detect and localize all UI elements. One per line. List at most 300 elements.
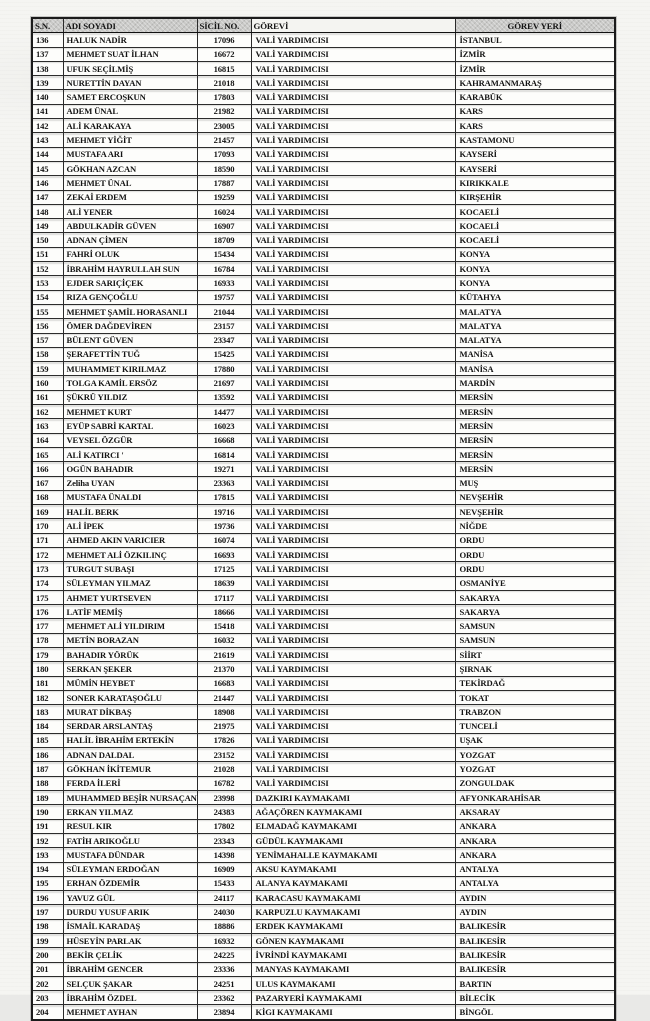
table-row <box>32 819 615 833</box>
table-row <box>32 733 615 747</box>
sicil-cell: 24383 <box>197 805 251 819</box>
sicil-cell: 18590 <box>197 161 251 175</box>
place-cell: TEKİRDAĞ <box>455 676 615 690</box>
table-row <box>32 405 615 419</box>
sn-cell: 179 <box>32 648 63 662</box>
duty-cell: VALİ YARDIMCISI <box>251 562 455 576</box>
sicil-cell: 24117 <box>197 891 251 905</box>
sn-cell: 163 <box>32 419 63 433</box>
duty-cell: VALİ YARDIMCISI <box>251 219 455 233</box>
sicil-cell: 16032 <box>197 633 251 647</box>
table-row <box>32 447 615 461</box>
table-row <box>32 633 615 647</box>
table-row <box>32 161 615 175</box>
name-cell: ALİ İPEK <box>63 519 197 533</box>
duty-cell: VALİ YARDIMCISI <box>251 590 455 604</box>
name-cell: FAHRİ OLUK <box>63 247 197 261</box>
sicil-cell: 21044 <box>197 304 251 318</box>
name-cell: TURGUT SUBAŞI <box>63 562 197 576</box>
name-cell: MEHMET YİĞİT <box>63 133 197 147</box>
sicil-cell: 16693 <box>197 547 251 561</box>
sicil-cell: 23998 <box>197 791 251 805</box>
place-cell: KAHRAMANMARAŞ <box>455 76 615 90</box>
place-cell: KARS <box>455 119 615 133</box>
sicil-cell: 23894 <box>197 1005 251 1020</box>
name-cell: RESUL KIR <box>63 819 197 833</box>
duty-cell: VALİ YARDIMCISI <box>251 362 455 376</box>
table-row <box>32 76 615 90</box>
sicil-cell: 19716 <box>197 505 251 519</box>
name-cell: TOLGA KAMİL ERSÖZ <box>63 376 197 390</box>
sicil-cell: 17093 <box>197 147 251 161</box>
name-cell: METİN BORAZAN <box>63 633 197 647</box>
place-cell: OSMANİYE <box>455 576 615 590</box>
table-row <box>32 1005 615 1020</box>
duty-cell: VALİ YARDIMCISI <box>251 33 455 47</box>
table-row <box>32 247 615 261</box>
sicil-cell: 21619 <box>197 648 251 662</box>
place-cell: UŞAK <box>455 733 615 747</box>
name-cell: ADNAN DALDAL <box>63 748 197 762</box>
sn-cell: 154 <box>32 290 63 304</box>
sn-cell: 144 <box>32 147 63 161</box>
sicil-cell: 17880 <box>197 362 251 376</box>
table-row <box>32 791 615 805</box>
name-cell: MEHMET ALİ ÖZKILINÇ <box>63 547 197 561</box>
sn-cell: 157 <box>32 333 63 347</box>
sicil-cell: 16668 <box>197 433 251 447</box>
place-cell: KASTAMONU <box>455 133 615 147</box>
duty-cell: KARACASU KAYMAKAMI <box>251 891 455 905</box>
sn-cell: 141 <box>32 104 63 118</box>
sicil-cell: 21447 <box>197 690 251 704</box>
sicil-cell: 15425 <box>197 347 251 361</box>
name-cell: SAMET ERCOŞKUN <box>63 90 197 104</box>
sn-cell: 149 <box>32 219 63 233</box>
place-cell: BALIKESİR <box>455 934 615 948</box>
place-cell: NEVŞEHİR <box>455 490 615 504</box>
table-row <box>32 147 615 161</box>
sn-cell: 204 <box>32 1005 63 1020</box>
table-row <box>32 190 615 204</box>
sn-cell: 187 <box>32 762 63 776</box>
name-cell: MUSTAFA ÜNALDI <box>63 490 197 504</box>
table-row <box>32 90 615 104</box>
place-cell: İZMİR <box>455 61 615 75</box>
duty-cell: VALİ YARDIMCISI <box>251 176 455 190</box>
name-cell: ADNAN ÇİMEN <box>63 233 197 247</box>
duty-cell: VALİ YARDIMCISI <box>251 147 455 161</box>
duty-cell: ULUS KAYMAKAMI <box>251 976 455 990</box>
sicil-cell: 23347 <box>197 333 251 347</box>
name-cell: SERDAR ARSLANTAŞ <box>63 719 197 733</box>
sn-cell: 164 <box>32 433 63 447</box>
place-cell: KONYA <box>455 276 615 290</box>
name-cell: ŞERAFETTİN TUĞ <box>63 347 197 361</box>
sicil-cell: 23157 <box>197 319 251 333</box>
duty-cell: AKSU KAYMAKAMI <box>251 862 455 876</box>
sicil-cell: 19259 <box>197 190 251 204</box>
sn-cell: 199 <box>32 934 63 948</box>
duty-cell: VALİ YARDIMCISI <box>251 748 455 762</box>
name-cell: FERDA İLERİ <box>63 776 197 790</box>
column-header-sn: S.N. <box>32 18 63 33</box>
sn-cell: 192 <box>32 833 63 847</box>
table-row <box>32 690 615 704</box>
name-cell: VEYSEL ÖZGÜR <box>63 433 197 447</box>
duty-cell: VALİ YARDIMCISI <box>251 476 455 490</box>
sicil-cell: 18639 <box>197 576 251 590</box>
table-row <box>32 33 615 47</box>
name-cell: FATİH ARIKOĞLU <box>63 833 197 847</box>
place-cell: BALIKESİR <box>455 919 615 933</box>
sicil-cell: 17802 <box>197 819 251 833</box>
sn-cell: 148 <box>32 204 63 218</box>
sicil-cell: 18886 <box>197 919 251 933</box>
duty-cell: VALİ YARDIMCISI <box>251 47 455 61</box>
table-row <box>32 204 615 218</box>
table-row <box>32 833 615 847</box>
sn-cell: 175 <box>32 590 63 604</box>
duty-cell: VALİ YARDIMCISI <box>251 648 455 662</box>
table-row <box>32 319 615 333</box>
table-row <box>32 519 615 533</box>
name-cell: NURETTİN DAYAN <box>63 76 197 90</box>
table-row <box>32 490 615 504</box>
sicil-cell: 21457 <box>197 133 251 147</box>
place-cell: KAYSERİ <box>455 161 615 175</box>
name-cell: MEHMET SUAT İLHAN <box>63 47 197 61</box>
table-row <box>32 347 615 361</box>
table-row <box>32 276 615 290</box>
table-row <box>32 619 615 633</box>
duty-cell: MANYAS KAYMAKAMI <box>251 962 455 976</box>
table-row <box>32 533 615 547</box>
sn-cell: 165 <box>32 447 63 461</box>
sicil-cell: 13592 <box>197 390 251 404</box>
sicil-cell: 16909 <box>197 862 251 876</box>
place-cell: ANTALYA <box>455 862 615 876</box>
place-cell: BİNGÖL <box>455 1005 615 1020</box>
place-cell: BALIKESİR <box>455 948 615 962</box>
table-row <box>32 876 615 890</box>
place-cell: ORDU <box>455 547 615 561</box>
name-cell: MÜMİN HEYBET <box>63 676 197 690</box>
sicil-cell: 23336 <box>197 962 251 976</box>
sicil-cell: 21370 <box>197 662 251 676</box>
sn-cell: 169 <box>32 505 63 519</box>
duty-cell: VALİ YARDIMCISI <box>251 605 455 619</box>
sn-cell: 180 <box>32 662 63 676</box>
name-cell: RIZA GENÇOĞLU <box>63 290 197 304</box>
sicil-cell: 17803 <box>197 90 251 104</box>
place-cell: BARTIN <box>455 976 615 990</box>
name-cell: İSMAİL KARADAŞ <box>63 919 197 933</box>
duty-cell: VALİ YARDIMCISI <box>251 161 455 175</box>
duty-cell: KİGI KAYMAKAMI <box>251 1005 455 1020</box>
name-cell: LATİF MEMİŞ <box>63 605 197 619</box>
sicil-cell: 16784 <box>197 262 251 276</box>
sicil-cell: 18908 <box>197 705 251 719</box>
duty-cell: VALİ YARDIMCISI <box>251 61 455 75</box>
sicil-cell: 23005 <box>197 119 251 133</box>
place-cell: TUNCELİ <box>455 719 615 733</box>
place-cell: YOZGAT <box>455 762 615 776</box>
name-cell: MUHAMMET KIRILMAZ <box>63 362 197 376</box>
name-cell: MEHMET ŞAMİL HORASANLI <box>63 304 197 318</box>
sicil-cell: 17887 <box>197 176 251 190</box>
duty-cell: VALİ YARDIMCISI <box>251 447 455 461</box>
name-cell: HALİL BERK <box>63 505 197 519</box>
name-cell: ZEKAİ ERDEM <box>63 190 197 204</box>
place-cell: MERSİN <box>455 419 615 433</box>
duty-cell: VALİ YARDIMCISI <box>251 547 455 561</box>
duty-cell: VALİ YARDIMCISI <box>251 347 455 361</box>
name-cell: HALUK NADİR <box>63 33 197 47</box>
name-cell: MEHMET ÜNAL <box>63 176 197 190</box>
place-cell: İSTANBUL <box>455 33 615 47</box>
duty-cell: VALİ YARDIMCISI <box>251 247 455 261</box>
sicil-cell: 21697 <box>197 376 251 390</box>
duty-cell: VALİ YARDIMCISI <box>251 576 455 590</box>
duty-cell: GÜDÜL KAYMAKAMI <box>251 833 455 847</box>
sicil-cell: 16672 <box>197 47 251 61</box>
sn-cell: 158 <box>32 347 63 361</box>
sicil-cell: 17096 <box>197 33 251 47</box>
header-row <box>32 18 615 33</box>
place-cell: SAKARYA <box>455 590 615 604</box>
place-cell: SAKARYA <box>455 605 615 619</box>
duty-cell: VALİ YARDIMCISI <box>251 490 455 504</box>
table-row <box>32 719 615 733</box>
duty-cell: VALİ YARDIMCISI <box>251 462 455 476</box>
duty-cell: ELMADAĞ KAYMAKAMI <box>251 819 455 833</box>
sn-cell: 177 <box>32 619 63 633</box>
sn-cell: 160 <box>32 376 63 390</box>
place-cell: ANKARA <box>455 819 615 833</box>
place-cell: MARDİN <box>455 376 615 390</box>
duty-cell: VALİ YARDIMCISI <box>251 333 455 347</box>
place-cell: MALATYA <box>455 319 615 333</box>
sicil-cell: 21018 <box>197 76 251 90</box>
name-cell: ÖMER DAĞDEVİREN <box>63 319 197 333</box>
sn-cell: 142 <box>32 119 63 133</box>
place-cell: BİLECİK <box>455 991 615 1005</box>
table-body <box>32 33 615 1020</box>
sicil-cell: 19736 <box>197 519 251 533</box>
duty-cell: VALİ YARDIMCISI <box>251 90 455 104</box>
name-cell: İBRAHİM GENCER <box>63 962 197 976</box>
duty-cell: VALİ YARDIMCISI <box>251 433 455 447</box>
table-row <box>32 433 615 447</box>
name-cell: HÜSEYİN PARLAK <box>63 934 197 948</box>
sn-cell: 153 <box>32 276 63 290</box>
duty-cell: VALİ YARDIMCISI <box>251 233 455 247</box>
sicil-cell: 16815 <box>197 61 251 75</box>
table-row <box>32 47 615 61</box>
sn-cell: 186 <box>32 748 63 762</box>
name-cell: SONER KARATAŞOĞLU <box>63 690 197 704</box>
name-cell: UFUK SEÇİLMİŞ <box>63 61 197 75</box>
place-cell: AYDIN <box>455 891 615 905</box>
sn-cell: 194 <box>32 862 63 876</box>
duty-cell: VALİ YARDIMCISI <box>251 290 455 304</box>
duty-cell: VALİ YARDIMCISI <box>251 304 455 318</box>
sn-cell: 174 <box>32 576 63 590</box>
duty-cell: VALİ YARDIMCISI <box>251 519 455 533</box>
duty-cell: VALİ YARDIMCISI <box>251 662 455 676</box>
place-cell: MERSİN <box>455 447 615 461</box>
table-row <box>32 590 615 604</box>
table-row <box>32 219 615 233</box>
table-row <box>32 476 615 490</box>
duty-cell: VALİ YARDIMCISI <box>251 690 455 704</box>
sicil-cell: 24030 <box>197 905 251 919</box>
table-row <box>32 748 615 762</box>
sn-cell: 159 <box>32 362 63 376</box>
sicil-cell: 18666 <box>197 605 251 619</box>
sn-cell: 152 <box>32 262 63 276</box>
table-row <box>32 705 615 719</box>
sn-cell: 191 <box>32 819 63 833</box>
table-row <box>32 676 615 690</box>
name-cell: ERKAN YILMAZ <box>63 805 197 819</box>
name-cell: YAVUZ GÜL <box>63 891 197 905</box>
table-row <box>32 991 615 1005</box>
sicil-cell: 24251 <box>197 976 251 990</box>
place-cell: BALIKESİR <box>455 962 615 976</box>
name-cell: MEHMET ALİ YILDIRIM <box>63 619 197 633</box>
table-row <box>32 948 615 962</box>
duty-cell: VALİ YARDIMCISI <box>251 419 455 433</box>
duty-cell: VALİ YARDIMCISI <box>251 719 455 733</box>
sicil-cell: 15434 <box>197 247 251 261</box>
duty-cell: VALİ YARDIMCISI <box>251 505 455 519</box>
duty-cell: VALİ YARDIMCISI <box>251 262 455 276</box>
sn-cell: 182 <box>32 690 63 704</box>
column-header-place: GÖREV YERİ <box>455 18 615 33</box>
duty-cell: GÖNEN KAYMAKAMI <box>251 934 455 948</box>
place-cell: ZONGULDAK <box>455 776 615 790</box>
sicil-cell: 19757 <box>197 290 251 304</box>
sicil-cell: 16782 <box>197 776 251 790</box>
sn-cell: 183 <box>32 705 63 719</box>
duty-cell: VALİ YARDIMCISI <box>251 376 455 390</box>
sn-cell: 193 <box>32 848 63 862</box>
table-row <box>32 605 615 619</box>
name-cell: HALİL İBRAHİM ERTEKİN <box>63 733 197 747</box>
place-cell: MERSİN <box>455 433 615 447</box>
place-cell: İZMİR <box>455 47 615 61</box>
sicil-cell: 18709 <box>197 233 251 247</box>
sn-cell: 156 <box>32 319 63 333</box>
sn-cell: 168 <box>32 490 63 504</box>
place-cell: SAMSUN <box>455 619 615 633</box>
place-cell: MERSİN <box>455 405 615 419</box>
duty-cell: VALİ YARDIMCISI <box>251 204 455 218</box>
sicil-cell: 19271 <box>197 462 251 476</box>
place-cell: KIRIKKALE <box>455 176 615 190</box>
column-header-duty: GÖREVİ <box>251 18 455 33</box>
name-cell: BEKİR ÇELİK <box>63 948 197 962</box>
name-cell: GÖKHAN AZCAN <box>63 161 197 175</box>
name-cell: AHMED AKIN VARICIER <box>63 533 197 547</box>
sicil-cell: 16074 <box>197 533 251 547</box>
place-cell: KAYSERİ <box>455 147 615 161</box>
name-cell: GÖKHAN İKİTEMUR <box>63 762 197 776</box>
table-row <box>32 419 615 433</box>
duty-cell: VALİ YARDIMCISI <box>251 319 455 333</box>
table-row <box>32 233 615 247</box>
sn-cell: 166 <box>32 462 63 476</box>
place-cell: ANKARA <box>455 833 615 847</box>
sicil-cell: 17826 <box>197 733 251 747</box>
column-header-sicil: SİCİL NO. <box>197 18 251 33</box>
place-cell: ORDU <box>455 562 615 576</box>
name-cell: İBRAHİM HAYRULLAH SUN <box>63 262 197 276</box>
sicil-cell: 16933 <box>197 276 251 290</box>
name-cell: AHMET YURTSEVEN <box>63 590 197 604</box>
place-cell: MALATYA <box>455 304 615 318</box>
duty-cell: AĞAÇÖREN KAYMAKAMI <box>251 805 455 819</box>
sn-cell: 181 <box>32 676 63 690</box>
duty-cell: PAZARYERİ KAYMAKAMI <box>251 991 455 1005</box>
place-cell: ANTALYA <box>455 876 615 890</box>
name-cell: MUSTAFA DÜNDAR <box>63 848 197 862</box>
place-cell: NEVŞEHİR <box>455 505 615 519</box>
sn-cell: 198 <box>32 919 63 933</box>
sn-cell: 173 <box>32 562 63 576</box>
place-cell: KIRŞEHİR <box>455 190 615 204</box>
sn-cell: 150 <box>32 233 63 247</box>
sicil-cell: 17117 <box>197 590 251 604</box>
sicil-cell: 16814 <box>197 447 251 461</box>
sn-cell: 197 <box>32 905 63 919</box>
duty-cell: VALİ YARDIMCISI <box>251 676 455 690</box>
name-cell: MUSTAFA ARI <box>63 147 197 161</box>
place-cell: MANİSA <box>455 362 615 376</box>
place-cell: SAMSUN <box>455 633 615 647</box>
sicil-cell: 16932 <box>197 934 251 948</box>
name-cell: ALİ KARAKAYA <box>63 119 197 133</box>
table-row <box>32 905 615 919</box>
sicil-cell: 14477 <box>197 405 251 419</box>
duty-cell: VALİ YARDIMCISI <box>251 76 455 90</box>
place-cell: AYDIN <box>455 905 615 919</box>
table-row <box>32 462 615 476</box>
duty-cell: VALİ YARDIMCISI <box>251 405 455 419</box>
sicil-cell: 21975 <box>197 719 251 733</box>
sn-cell: 184 <box>32 719 63 733</box>
table-row <box>32 976 615 990</box>
sn-cell: 167 <box>32 476 63 490</box>
sicil-cell: 21028 <box>197 762 251 776</box>
place-cell: KOCAELİ <box>455 204 615 218</box>
sicil-cell: 23363 <box>197 476 251 490</box>
duty-cell: VALİ YARDIMCISI <box>251 776 455 790</box>
table-row <box>32 648 615 662</box>
sicil-cell: 21982 <box>197 104 251 118</box>
duty-cell: VALİ YARDIMCISI <box>251 733 455 747</box>
name-cell: SÜLEYMAN YILMAZ <box>63 576 197 590</box>
name-cell: ABDULKADİR GÜVEN <box>63 219 197 233</box>
table-row <box>32 176 615 190</box>
place-cell: MANİSA <box>455 347 615 361</box>
place-cell: KOCAELİ <box>455 233 615 247</box>
place-cell: MUŞ <box>455 476 615 490</box>
place-cell: KONYA <box>455 262 615 276</box>
duty-cell: VALİ YARDIMCISI <box>251 276 455 290</box>
